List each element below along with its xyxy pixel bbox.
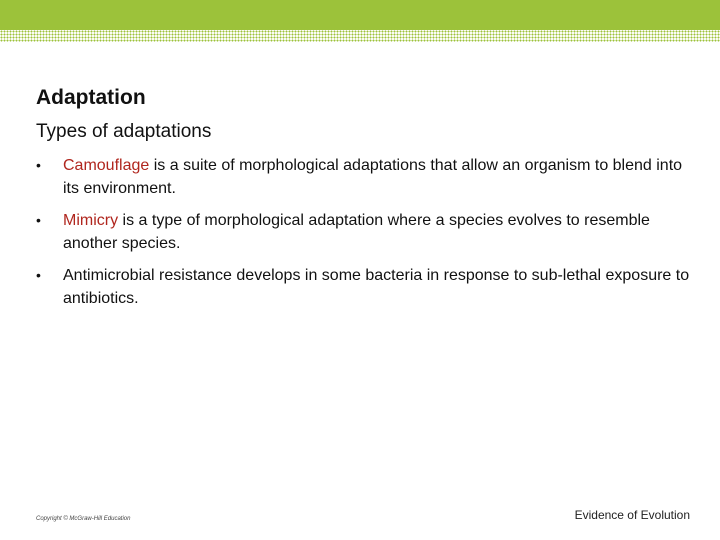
bullet-marker: •	[36, 157, 41, 173]
slide-subtitle: Types of adaptations	[36, 121, 212, 142]
bullet-text: Antimicrobial resistance develops in some bacteria in response to sub-lethal exposure to antibiotics.	[63, 267, 690, 307]
term-camouflage: Camouflage	[63, 157, 150, 174]
bullet-text: is a suite of morphological adaptations that allow an organism to blend into its environment.	[63, 157, 683, 197]
footer-topic: Evidence of Evolution	[574, 508, 690, 522]
copyright-notice: Copyright © McGraw-Hill Education	[36, 516, 131, 522]
bullet-item-camouflage	[36, 154, 696, 200]
bullet-item-mimicry	[36, 209, 696, 255]
header-dither-pattern	[0, 30, 720, 42]
slide-title: Adaptation	[36, 86, 146, 109]
term-mimicry: Mimicry	[63, 212, 119, 229]
bullet-item-antimicrobial-resistance	[36, 264, 696, 310]
bullet-marker: •	[36, 267, 41, 283]
bullet-text: is a type of morphological adaptation where a species evolves to resemble another species.	[63, 212, 650, 252]
header-band	[0, 0, 720, 30]
bullet-list	[36, 154, 696, 319]
bullet-marker: •	[36, 212, 41, 228]
